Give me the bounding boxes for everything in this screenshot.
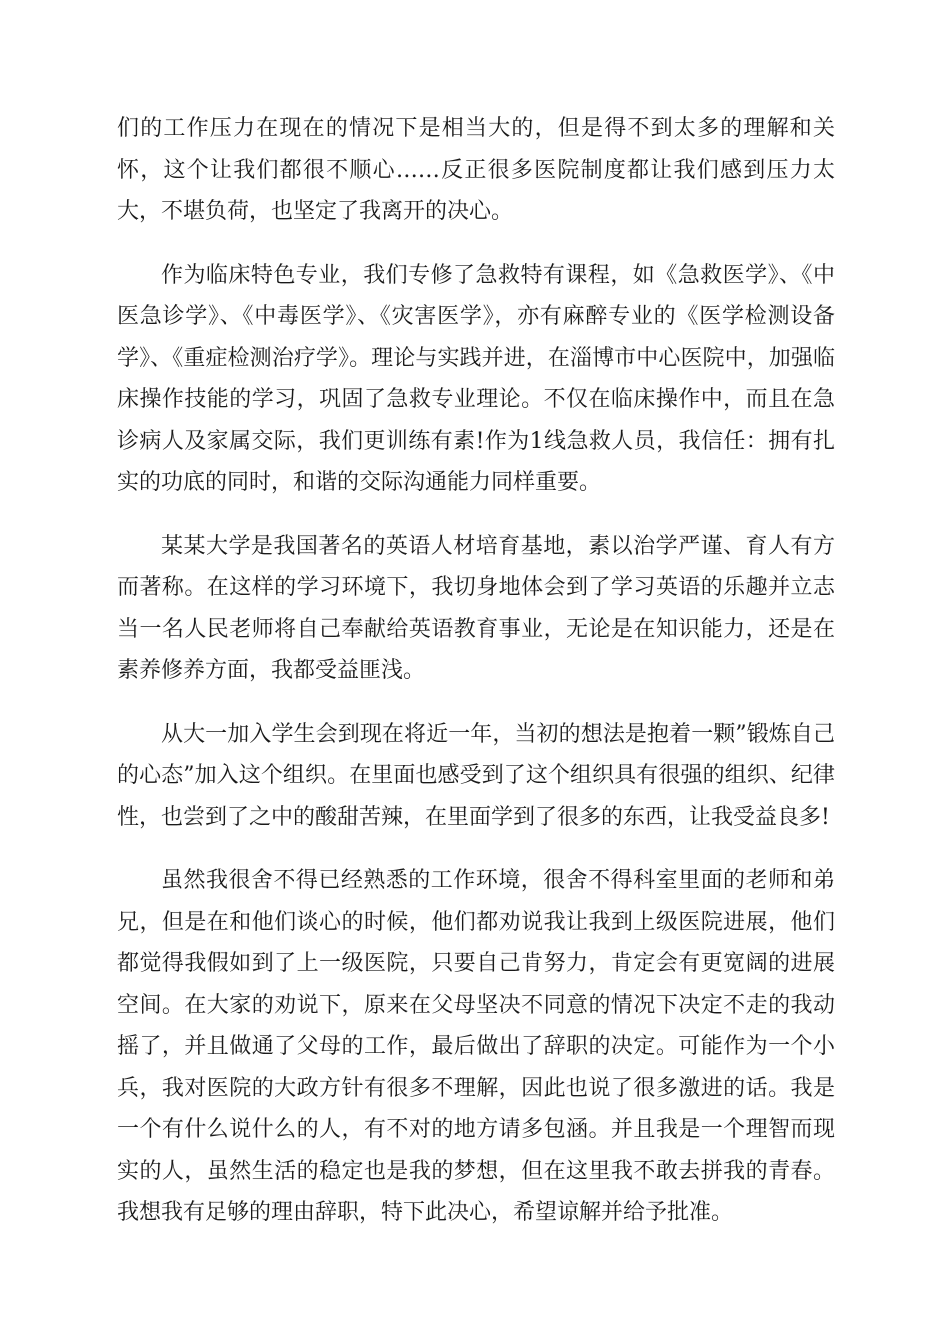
paragraph-4: 从大一加入学生会到现在将近一年，当初的想法是抱着一颗”锻炼自己的心态”加入这个组织。在里面也感受到了这个组织具有很强的组织、纪律性，也尝到了之中的酸甜苦辣，在里面学到了很多的东西，让我受益良多! bbox=[117, 721, 835, 830]
paragraph-2: 作为临床特色专业，我们专修了急救特有课程，如《急救医学》、《中医急诊学》、《中毒医学》、《灾害医学》，亦有麻醉专业的《医学检测设备学》、《重症检测治疗学》。理论与实践并进，在淄博市中心医院中，加强临床操作技能的学习，巩固了急救专业理论。不仅在临床操作中，而且在急诊病人及家属交际，我们更训练有素!作为1线急救人员，我信任：拥有扎实的功底的同时，和谐的交际沟通能力同样重要。 bbox=[117, 262, 835, 495]
document-page bbox=[117, 108, 835, 1256]
paragraph-1: 们的工作压力在现在的情况下是相当大的，但是得不到太多的理解和关怀，这个让我们都很不顺心……反正很多医院制度都让我们感到压力太大，不堪负荷，也坚定了我离开的决心。 bbox=[117, 116, 835, 224]
paragraph-3: 某某大学是我国著名的英语人材培育基地，素以治学严谨、育人有方而著称。在这样的学习环境下，我切身地体会到了学习英语的乐趣并立志当一名人民老师将自己奉献给英语教育事业，无论是在知识能力，还是在素养修养方面，我都受益匪浅。 bbox=[117, 533, 835, 683]
paragraph-5: 虽然我很舍不得已经熟悉的工作环境，很舍不得科室里面的老师和弟兄，但是在和他们谈心的时候，他们都劝说我让我到上级医院进展，他们都觉得我假如到了上一级医院，只要自己肯努力，肯定会有更宽阔的进展空间。在大家的劝说下，原来在父母坚决不同意的情况下决定不走的我动摇了，并且做通了父母的工作，最后做出了辞职的决定。可能作为一个小兵，我对医院的大政方针有很多不理解，因此也说了很多激进的话。我是一个有什么说什么的人，有不对的地方请多包涵。并且我是一个理智而现实的人，虽然生活的稳定也是我的梦想，但在这里我不敢去拼我的青春。我想我有足够的理由辞职，特下此决心，希望谅解并给予批准。 bbox=[117, 868, 835, 1225]
